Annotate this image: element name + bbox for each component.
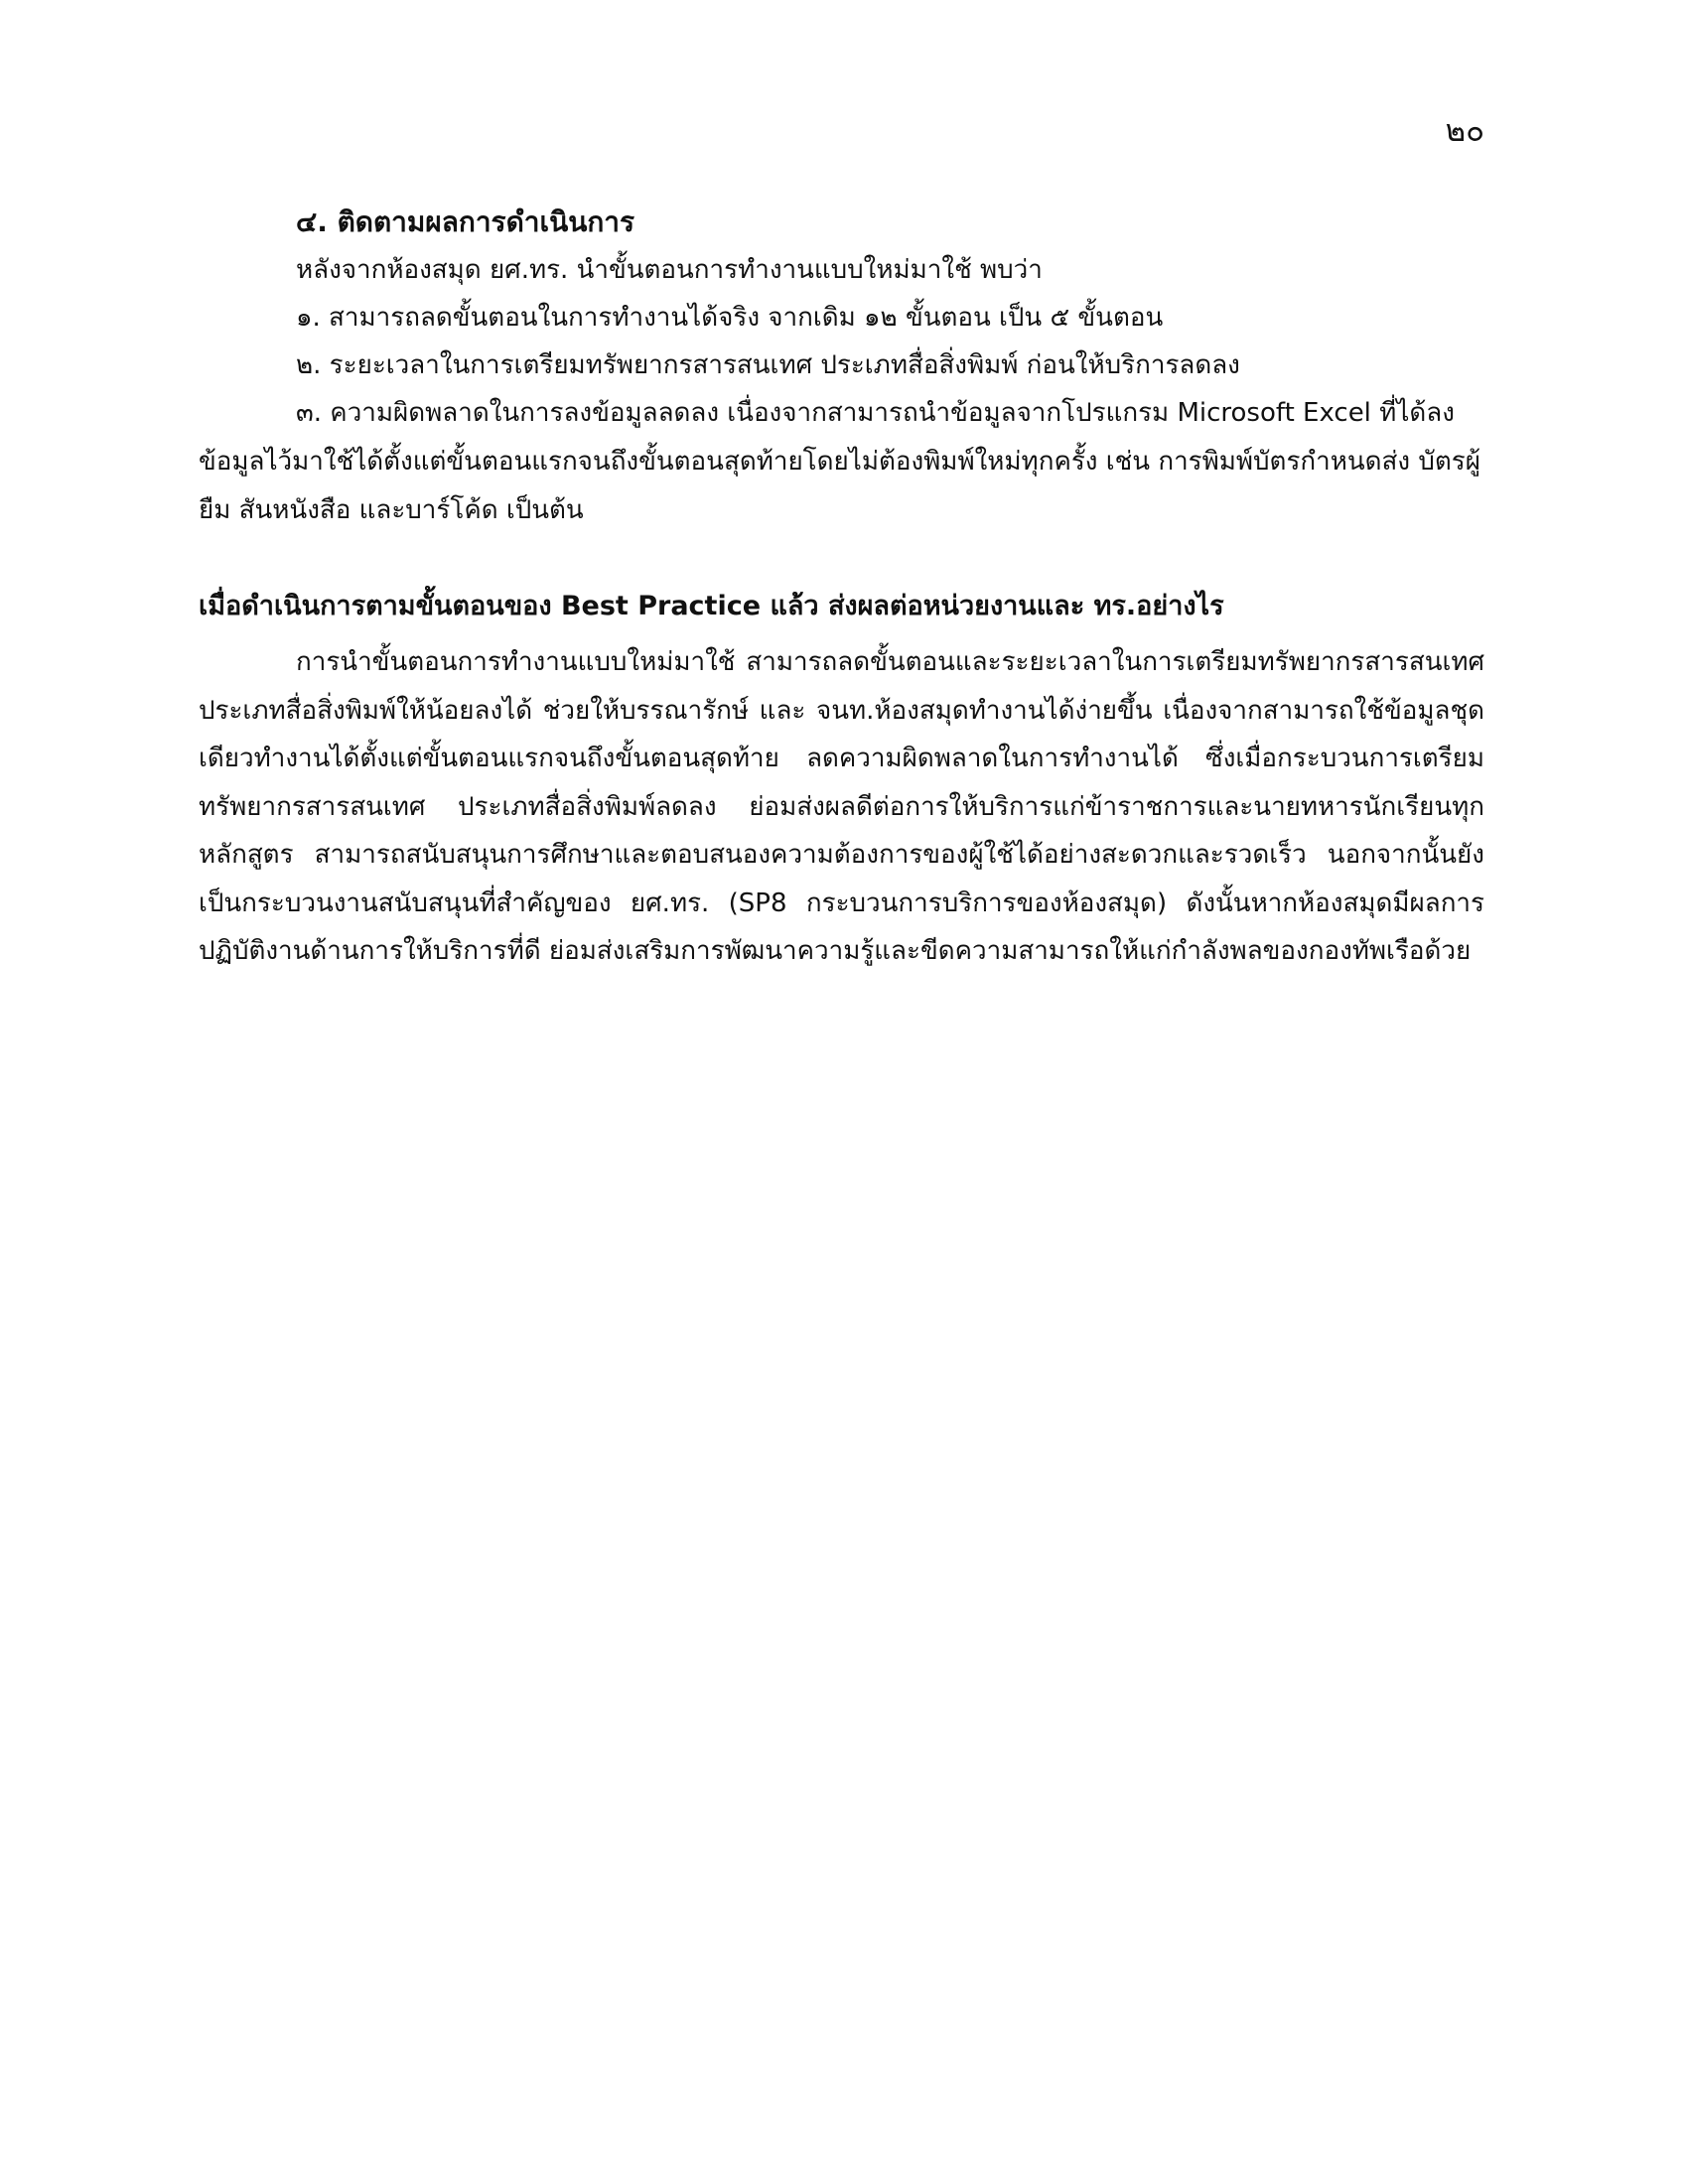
page-number: ๒๐ [1445, 113, 1484, 149]
paragraph-spacer [199, 535, 1484, 583]
result-paragraph: การนำขั้นตอนการทำงานแบบใหม่มาใช้ สามารถลดขั้นตอนและระยะเวลาในการเตรียมทรัพยากรสารสนเทศ ประเภทสื่อสิ่งพิมพ์ให้น้อยลงได้ ช่วยให้บรรณารักษ์ และ จนท.ห้องสมุดทำงานได้ง่ายขึ้น เนื่องจากสามารถใช้ข้อมูลชุดเดียวทำงานได้ตั้งแต่ขั้นตอนแรกจนถึงขั้นตอนสุดท้าย ลดความผิดพลาดในการทำงานได้ ซึ่งเมื่อกระบวนการเตรียมทรัพยากรสารสนเทศ ประเภทสื่อสิ่งพิมพ์ลดลง ย่อมส่งผลดีต่อการให้บริการแก่ข้าราชการและนายทหารนักเรียนทุกหลักสูตร สามารถสนับสนุนการศึกษาและตอบสนองความต้องการของผู้ใช้ได้อย่างสะดวกและรวดเร็ว นอกจากนั้นยังเป็นกระบวนงานสนับสนุนที่สำคัญของ ยศ.ทร. (SP8 กระบวนการบริการของห้องสมุด) ดังนั้นหากห้องสมุดมีผลการปฏิบัติงานด้านการให้บริการที่ดี ย่อมส่งเสริมการพัฒนาความรู้และขีดความสามารถให้แก่กำลังพลของกองทัพเรือด้วย [199, 647, 1484, 966]
section-heading-follow-up: ๔. ติดตามผลการดำเนินการ [296, 205, 635, 238]
section-intro: หลังจากห้องสมุด ยศ.ทร. นำขั้นตอนการทำงานแบบใหม่มาใช้ พบว่า [296, 255, 1043, 285]
page-content [199, 199, 1484, 976]
list-item: ๒. ระยะเวลาในการเตรียมทรัพยากรสารสนเทศ ประเภทสื่อสิ่งพิมพ์ ก่อนให้บริการลดลง [296, 350, 1240, 380]
list-item: ๓. ความผิดพลาดในการลงข้อมูลลดลง เนื่องจากสามารถนำข้อมูลจากโปรแกรม Microsoft Excel ที่ได้ลงข้อมูลไว้มาใช้ได้ตั้งแต่ขั้นตอนแรกจนถึงขั้นตอนสุดท้ายโดยไม่ต้องพิมพ์ใหม่ทุกครั้ง เช่น การพิมพ์บัตรกำหนดส่ง บัตรผู้ยืม สันหนังสือ และบาร์โค้ด เป็นต้น [199, 398, 1480, 525]
list-item: ๑. สามารถลดขั้นตอนในการทำงานได้จริง จากเดิม ๑๒ ขั้นตอน เป็น ๕ ขั้นตอน [296, 303, 1164, 333]
section-heading-result: เมื่อดำเนินการตามขั้นตอนของ Best Practice แล้ว ส่งผลต่อหน่วยงานและ ทร.อย่างไร [199, 591, 1224, 621]
